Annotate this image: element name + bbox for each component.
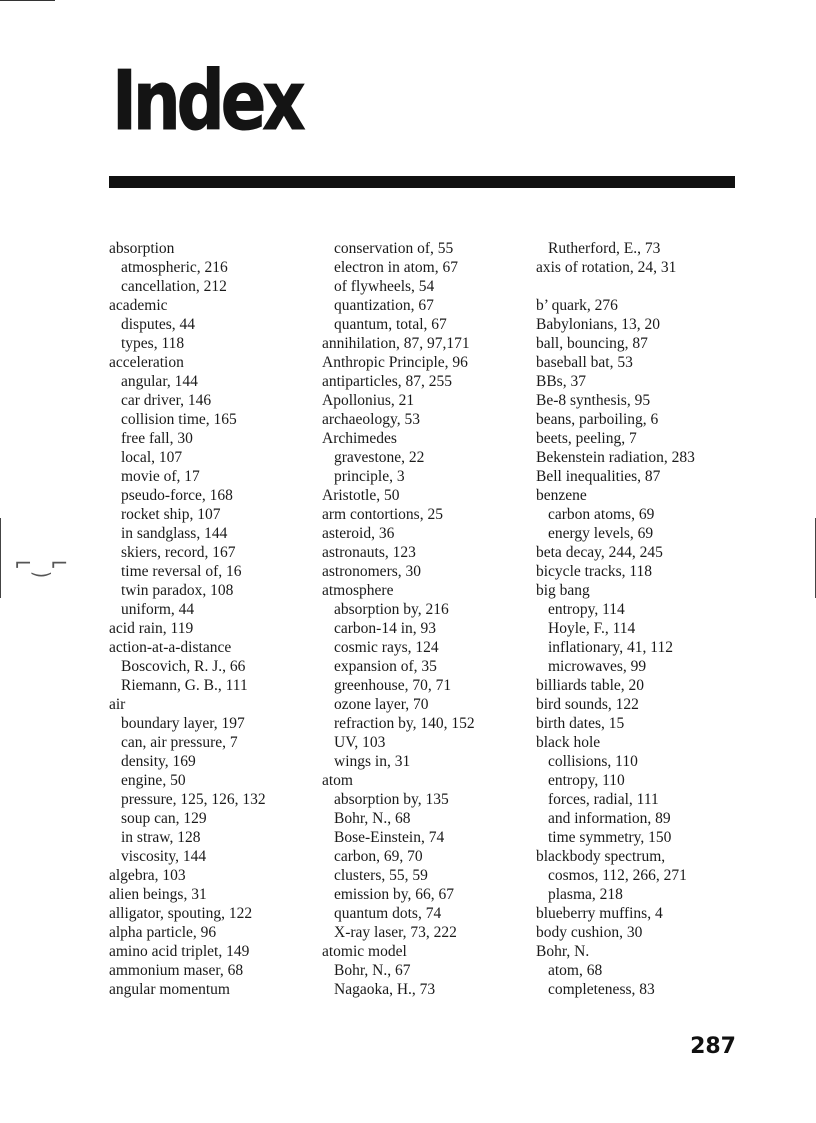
index-entry: Archimedes bbox=[322, 430, 397, 447]
index-subentry: pseudo-force, 168 bbox=[121, 487, 233, 504]
index-subentry: and information, 89 bbox=[548, 810, 671, 827]
index-subentry: carbon-14 in, 93 bbox=[334, 620, 437, 637]
index-subentry: wings in, 31 bbox=[334, 753, 411, 770]
index-entry: beans, parboiling, 6 bbox=[536, 411, 659, 428]
index-entry: big bang bbox=[536, 582, 590, 599]
left-margin-line bbox=[0, 518, 1, 598]
index-subentry: cosmic rays, 124 bbox=[334, 639, 439, 656]
registration-mark-icon: ⌐‿⌐ bbox=[14, 552, 69, 577]
index-subentry: angular, 144 bbox=[121, 373, 198, 390]
index-subentry: cancellation, 212 bbox=[121, 278, 227, 295]
index-entry: alligator, spouting, 122 bbox=[109, 905, 253, 922]
index-entry: Apollonius, 21 bbox=[322, 392, 415, 409]
index-subentry: carbon atoms, 69 bbox=[548, 506, 655, 523]
index-column-3 bbox=[536, 239, 751, 999]
index-subentry: forces, radial, 111 bbox=[548, 791, 659, 808]
index-entry: acceleration bbox=[109, 354, 184, 371]
index-entry: Bohr, N. bbox=[536, 943, 590, 960]
index-subentry: conservation of, 55 bbox=[334, 240, 454, 257]
index-subentry: refraction by, 140, 152 bbox=[334, 715, 475, 732]
index-subentry: microwaves, 99 bbox=[548, 658, 647, 675]
index-entry: astronomers, 30 bbox=[322, 563, 422, 580]
index-entry: asteroid, 36 bbox=[322, 525, 395, 542]
index-entry: Aristotle, 50 bbox=[322, 487, 400, 504]
index-subentry: quantum, total, 67 bbox=[334, 316, 447, 333]
index-subentry: engine, 50 bbox=[121, 772, 186, 789]
index-subentry: free fall, 30 bbox=[121, 430, 193, 447]
index-subentry: of flywheels, 54 bbox=[334, 278, 435, 295]
index-entry: blackbody spectrum, bbox=[536, 848, 666, 865]
index-entry: Babylonians, 13, 20 bbox=[536, 316, 660, 333]
index-subentry: time symmetry, 150 bbox=[548, 829, 672, 846]
index-entry: baseball bat, 53 bbox=[536, 354, 633, 371]
index-subentry: UV, 103 bbox=[334, 734, 386, 751]
index-entry: antiparticles, 87, 255 bbox=[322, 373, 452, 390]
index-entry: billiards table, 20 bbox=[536, 677, 645, 694]
index-subentry: can, air pressure, 7 bbox=[121, 734, 238, 751]
index-subentry: plasma, 218 bbox=[548, 886, 623, 903]
index-subentry: Nagaoka, H., 73 bbox=[334, 981, 436, 998]
index-subentry: Boscovich, R. J., 66 bbox=[121, 658, 246, 675]
index-subentry: quantum dots, 74 bbox=[334, 905, 442, 922]
index-subentry: local, 107 bbox=[121, 449, 183, 466]
index-entry: atomic model bbox=[322, 943, 407, 960]
index-entry: action-at-a-distance bbox=[109, 639, 232, 656]
index-entry: absorption bbox=[109, 240, 175, 257]
index-entry: air bbox=[109, 696, 126, 713]
index-subentry: soup can, 129 bbox=[121, 810, 207, 827]
index-subentry: time reversal of, 16 bbox=[121, 563, 242, 580]
index-subentry: uniform, 44 bbox=[121, 601, 195, 618]
index-subentry: collision time, 165 bbox=[121, 411, 237, 428]
index-subentry: inflationary, 41, 112 bbox=[548, 639, 673, 656]
index-entry: body cushion, 30 bbox=[536, 924, 643, 941]
index-subentry: movie of, 17 bbox=[121, 468, 200, 485]
index-subentry: absorption by, 135 bbox=[334, 791, 449, 808]
index-entry: Be-8 synthesis, 95 bbox=[536, 392, 651, 409]
index-subentry: electron in atom, 67 bbox=[334, 259, 458, 276]
index-entry: b’ quark, 276 bbox=[536, 297, 618, 314]
index-entry: axis of rotation, 24, 31 bbox=[536, 259, 677, 276]
index-subentry: Bohr, N., 67 bbox=[334, 962, 411, 979]
corner-crop-mark bbox=[0, 0, 55, 1]
index-entry: Anthropic Principle, 96 bbox=[322, 354, 468, 371]
index-subentry: Rutherford, E., 73 bbox=[548, 240, 661, 257]
index-subentry: cosmos, 112, 266, 271 bbox=[548, 867, 687, 884]
index-column-1 bbox=[109, 239, 324, 999]
index-entry: atom bbox=[322, 772, 353, 789]
index-column-2 bbox=[322, 239, 537, 999]
index-entry: academic bbox=[109, 297, 168, 314]
index-subentry: skiers, record, 167 bbox=[121, 544, 236, 561]
index-entry: BBs, 37 bbox=[536, 373, 586, 390]
index-entry: bird sounds, 122 bbox=[536, 696, 639, 713]
index-entry: black hole bbox=[536, 734, 601, 751]
index-subentry: clusters, 55, 59 bbox=[334, 867, 428, 884]
index-entry: annihilation, 87, 97,171 bbox=[322, 335, 470, 352]
index-subentry: completeness, 83 bbox=[548, 981, 655, 998]
index-subentry: principle, 3 bbox=[334, 468, 405, 485]
index-subentry: Riemann, G. B., 111 bbox=[121, 677, 248, 694]
index-entry: angular momentum bbox=[109, 981, 230, 998]
index-entry: benzene bbox=[536, 487, 587, 504]
index-subentry: in straw, 128 bbox=[121, 829, 201, 846]
index-subentry: X-ray laser, 73, 222 bbox=[334, 924, 457, 941]
index-entry: atmosphere bbox=[322, 582, 394, 599]
index-entry: archaeology, 53 bbox=[322, 411, 420, 428]
index-subentry: energy levels, 69 bbox=[548, 525, 654, 542]
index-entry: algebra, 103 bbox=[109, 867, 186, 884]
index-subentry: viscosity, 144 bbox=[121, 848, 207, 865]
index-entry: alien beings, 31 bbox=[109, 886, 207, 903]
index-entry: alpha particle, 96 bbox=[109, 924, 217, 941]
index-subentry: ozone layer, 70 bbox=[334, 696, 429, 713]
index-subentry: carbon, 69, 70 bbox=[334, 848, 423, 865]
index-entry: arm contortions, 25 bbox=[322, 506, 443, 523]
index-entry: birth dates, 15 bbox=[536, 715, 625, 732]
index-entry: astronauts, 123 bbox=[322, 544, 416, 561]
index-subentry: density, 169 bbox=[121, 753, 196, 770]
index-subentry: types, 118 bbox=[121, 335, 185, 352]
index-subentry: entropy, 114 bbox=[548, 601, 625, 618]
index-subentry: car driver, 146 bbox=[121, 392, 212, 409]
index-subentry: quantization, 67 bbox=[334, 297, 434, 314]
index-subentry: disputes, 44 bbox=[121, 316, 196, 333]
index-entry: acid rain, 119 bbox=[109, 620, 194, 637]
index-entry: beta decay, 244, 245 bbox=[536, 544, 663, 561]
index-subentry: atmospheric, 216 bbox=[121, 259, 228, 276]
index-subentry: in sandglass, 144 bbox=[121, 525, 228, 542]
title-rule bbox=[109, 176, 735, 188]
index-subentry: absorption by, 216 bbox=[334, 601, 449, 618]
index-subentry: Hoyle, F., 114 bbox=[548, 620, 636, 637]
page-number: 287 bbox=[690, 1034, 736, 1059]
index-subentry: Bose-Einstein, 74 bbox=[334, 829, 445, 846]
index-subentry: boundary layer, 197 bbox=[121, 715, 245, 732]
index-subentry: rocket ship, 107 bbox=[121, 506, 221, 523]
index-subentry: pressure, 125, 126, 132 bbox=[121, 791, 266, 808]
index-entry: beets, peeling, 7 bbox=[536, 430, 637, 447]
index-entry: Bekenstein radiation, 283 bbox=[536, 449, 695, 466]
index-entry: bicycle tracks, 118 bbox=[536, 563, 653, 580]
index-entry: blueberry muffins, 4 bbox=[536, 905, 663, 922]
index-subentry: atom, 68 bbox=[548, 962, 603, 979]
index-entry: Bell inequalities, 87 bbox=[536, 468, 661, 485]
index-subentry: collisions, 110 bbox=[548, 753, 638, 770]
index-subentry: entropy, 110 bbox=[548, 772, 625, 789]
index-entry: ball, bouncing, 87 bbox=[536, 335, 648, 352]
index-subentry: expansion of, 35 bbox=[334, 658, 437, 675]
index-subentry: twin paradox, 108 bbox=[121, 582, 234, 599]
index-entry: amino acid triplet, 149 bbox=[109, 943, 250, 960]
index-subentry: emission by, 66, 67 bbox=[334, 886, 454, 903]
page-title: Index bbox=[112, 54, 302, 149]
index-subentry: Bohr, N., 68 bbox=[334, 810, 411, 827]
index-entry: ammonium maser, 68 bbox=[109, 962, 244, 979]
index-subentry: gravestone, 22 bbox=[334, 449, 425, 466]
index-subentry: greenhouse, 70, 71 bbox=[334, 677, 452, 694]
